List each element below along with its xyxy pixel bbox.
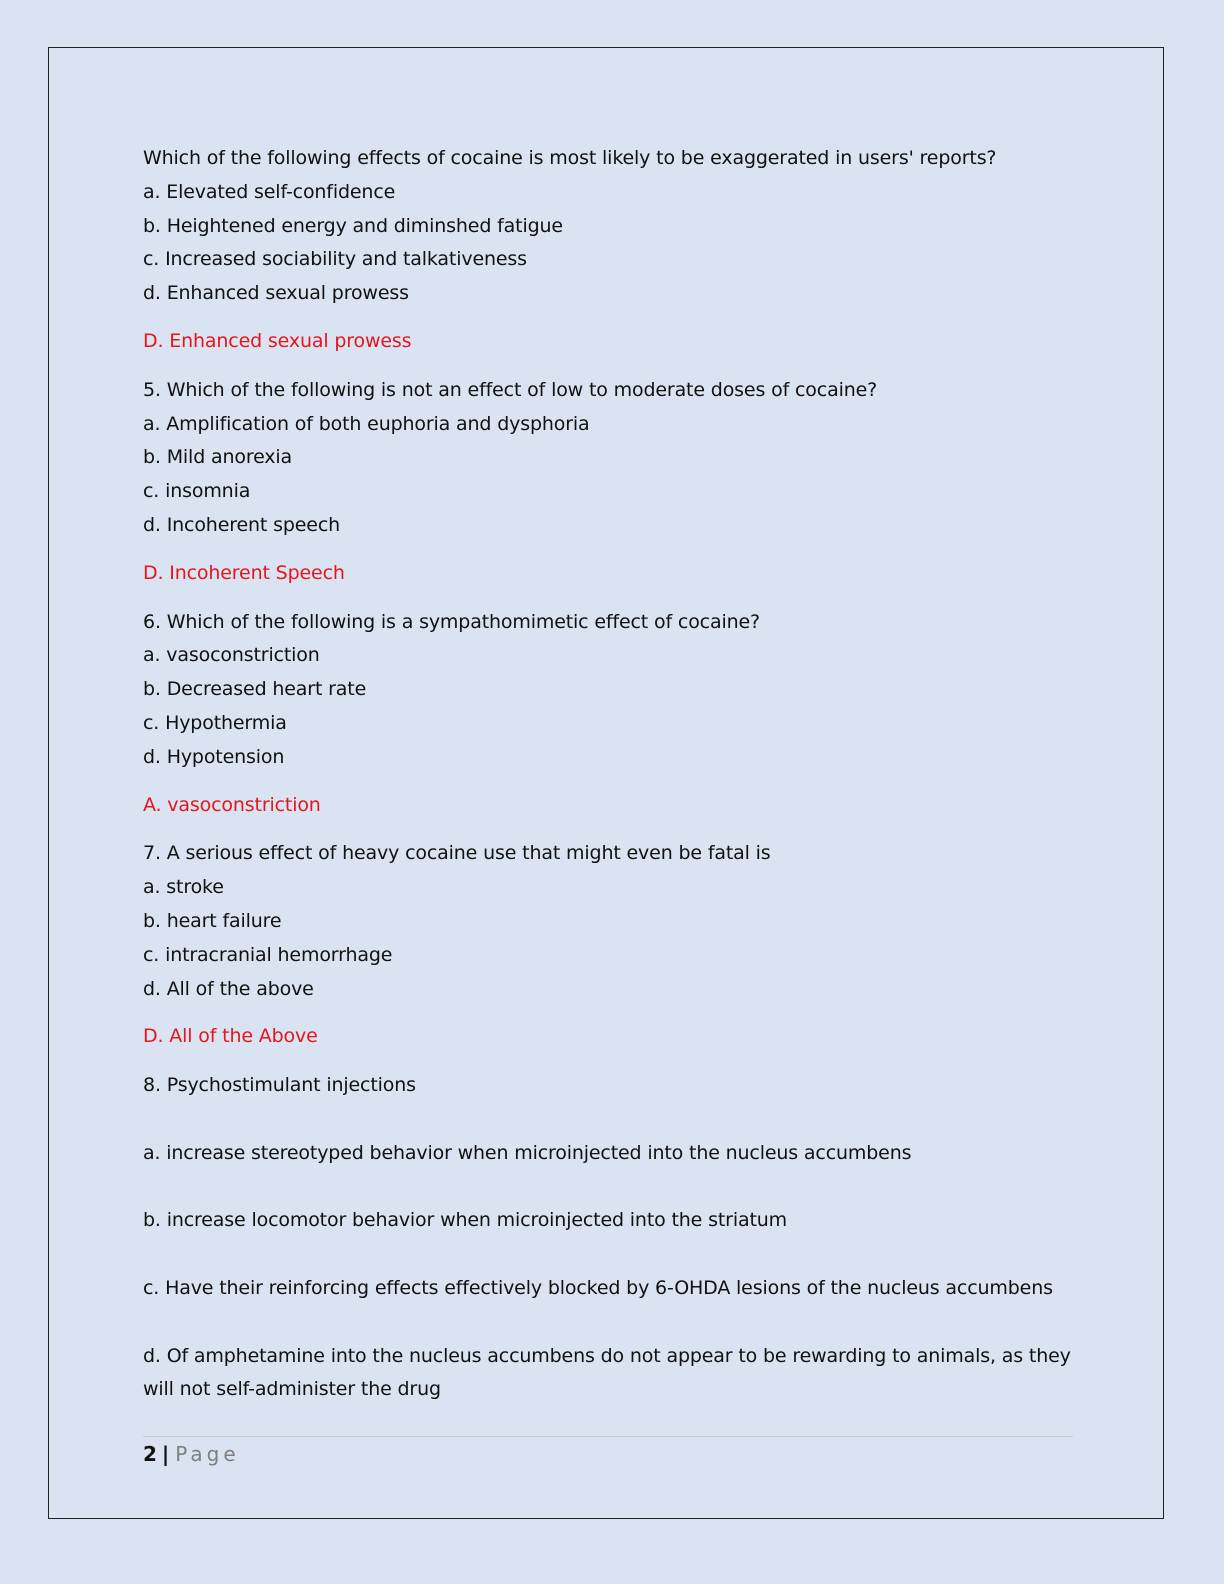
option-a: a. Amplification of both euphoria and dysphoria bbox=[143, 412, 590, 435]
option-c: c. intracranial hemorrhage bbox=[143, 943, 393, 966]
option-a: a. increase stereotyped behavior when microinjected into the nucleus accumbens bbox=[143, 1141, 912, 1164]
option-c: c. Have their reinforcing effects effectively blocked by 6-OHDA lesions of the nucleus accumbens bbox=[143, 1276, 1053, 1299]
option-d: d. All of the above bbox=[143, 977, 314, 1000]
option-c: c. Increased sociability and talkativeness bbox=[143, 248, 527, 271]
option-a: a. stroke bbox=[143, 876, 224, 899]
question-text: Which of the following effects of cocaine is most likely to be exaggerated in users' reports? bbox=[143, 147, 997, 169]
page-number: 2 bbox=[143, 1442, 157, 1466]
option-a: a. vasoconstriction bbox=[143, 644, 320, 667]
answer-text: D. Incoherent Speech bbox=[143, 561, 345, 584]
footer-divider bbox=[143, 1436, 1073, 1437]
option-b: b. Decreased heart rate bbox=[143, 678, 367, 701]
question-text: 8. Psychostimulant injections bbox=[143, 1074, 416, 1097]
answer-text: D. Enhanced sexual prowess bbox=[143, 329, 412, 352]
question-text: 7. A serious effect of heavy cocaine use that might even be fatal is bbox=[143, 842, 771, 865]
spacer bbox=[143, 1171, 1083, 1205]
question-block-7 bbox=[143, 837, 1083, 1054]
option-d: d. Incoherent speech bbox=[143, 513, 341, 536]
question-block-4 bbox=[143, 142, 1083, 359]
option-b: b. increase locomotor behavior when microinjected into the striatum bbox=[143, 1209, 787, 1232]
question-block-8 bbox=[143, 1069, 1083, 1407]
page-label: Page bbox=[175, 1442, 240, 1466]
option-a: a. Elevated self-confidence bbox=[143, 180, 396, 203]
option-d: d. Enhanced sexual prowess bbox=[143, 282, 409, 305]
footer-separator: | bbox=[161, 1442, 170, 1466]
option-c: c. insomnia bbox=[143, 480, 251, 503]
spacer bbox=[143, 1238, 1083, 1272]
answer-text: D. All of the Above bbox=[143, 1025, 318, 1048]
option-b: b. Mild anorexia bbox=[143, 446, 293, 469]
option-b: b. Heightened energy and diminshed fatigue bbox=[143, 214, 563, 237]
question-text: 5. Which of the following is not an effect of low to moderate doses of cocaine? bbox=[143, 378, 878, 401]
question-block-6 bbox=[143, 606, 1083, 823]
answer-text: A. vasoconstriction bbox=[143, 793, 321, 816]
spacer bbox=[143, 1103, 1083, 1137]
option-d: d. Hypotension bbox=[143, 745, 285, 768]
document-body bbox=[143, 142, 1083, 1407]
question-block-5 bbox=[143, 374, 1083, 591]
question-text: 6. Which of the following is a sympathomimetic effect of cocaine? bbox=[143, 610, 760, 633]
page-footer bbox=[143, 1440, 240, 1468]
option-d: d. Of amphetamine into the nucleus accumbens do not appear to be rewarding to animals, as they will not self-administer the drug bbox=[143, 1344, 1071, 1401]
option-c: c. Hypothermia bbox=[143, 711, 287, 734]
option-b: b. heart failure bbox=[143, 909, 282, 932]
spacer bbox=[143, 1306, 1083, 1340]
